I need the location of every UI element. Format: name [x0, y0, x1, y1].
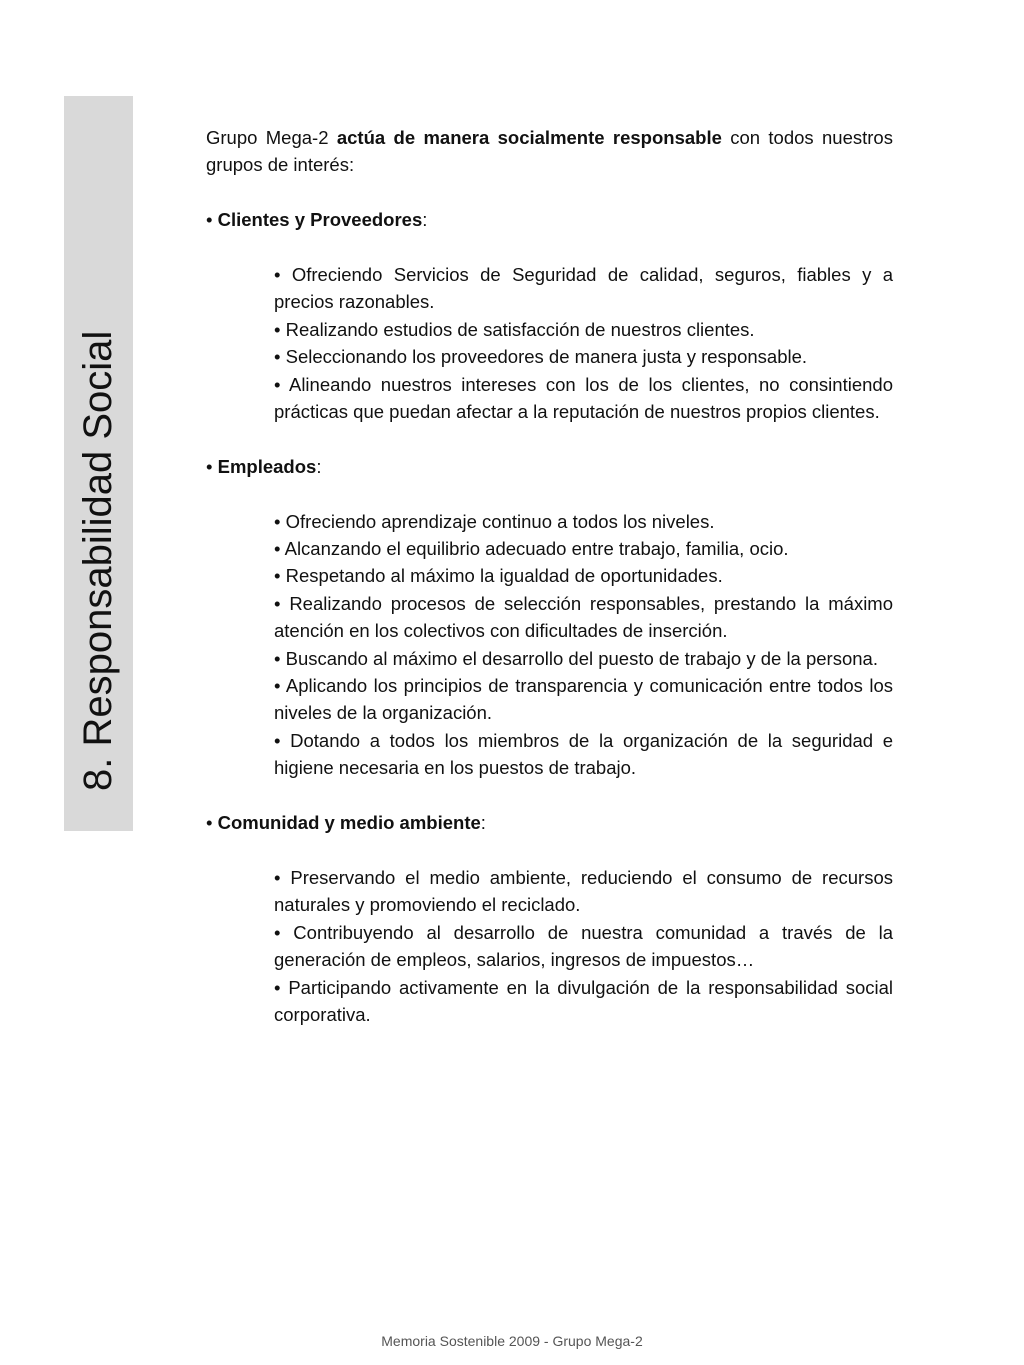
section-sidebar: [64, 96, 133, 831]
intro-paragraph: Grupo Mega-2 actúa de manera socialmente responsable con todos nuestros grupos de interés:: [206, 127, 893, 176]
list-item: • Dotando a todos los miembros de la organización de la seguridad e higiene necesaria en los puestos de trabajo.: [274, 729, 893, 779]
list-item: • Alcanzando el equilibrio adecuado entre trabajo, familia, ocio.: [274, 538, 789, 560]
list-item: • Realizando procesos de selección responsables, prestando la máximo atención en los colectivos con dificultades de inserción.: [274, 592, 894, 642]
section-title: 8. Responsabilidad Social: [76, 330, 120, 791]
list-item: • Preservando el medio ambiente, reduciendo el consumo de recursos naturales y promoviendo el reciclado.: [274, 866, 893, 916]
list-item: • Seleccionando los proveedores de manera justa y responsable.: [274, 346, 808, 368]
section-list-empleados: [274, 508, 893, 782]
section-heading-comunidad: • Comunidad y medio ambiente:: [206, 812, 486, 834]
list-item: • Respetando al máximo la igualdad de oportunidades.: [274, 565, 723, 587]
section-list-comunidad: [274, 864, 893, 1028]
document-body: [206, 124, 893, 1028]
list-item: • Participando activamente en la divulgación de la responsabilidad social corporativa.: [274, 976, 893, 1025]
section-list-clientes: [274, 261, 893, 425]
list-item: • Alineando nuestros intereses con los de los clientes, no consintiendo prácticas que puedan afectar a la reputación de nuestros propios clientes.: [274, 373, 893, 423]
list-item: • Buscando al máximo el desarrollo del puesto de trabajo y de la persona.: [274, 647, 878, 669]
section-heading-clientes: • Clientes y Proveedores:: [206, 209, 428, 231]
list-item: • Realizando estudios de satisfacción de nuestros clientes.: [274, 318, 755, 340]
list-item: • Ofreciendo aprendizaje continuo a todos los niveles.: [274, 510, 715, 532]
page-footer: Memoria Sostenible 2009 - Grupo Mega-2: [381, 1333, 643, 1349]
list-item: • Aplicando los principios de transparencia y comunicación entre todos los niveles de la organización.: [274, 675, 893, 724]
section-heading-empleados: • Empleados:: [206, 455, 322, 477]
list-item: • Contribuyendo al desarrollo de nuestra comunidad a través de la generación de empleos, salarios, ingresos de impuestos…: [274, 921, 893, 971]
list-item: • Ofreciendo Servicios de Seguridad de calidad, seguros, fiables y a precios razonables.: [274, 264, 893, 313]
